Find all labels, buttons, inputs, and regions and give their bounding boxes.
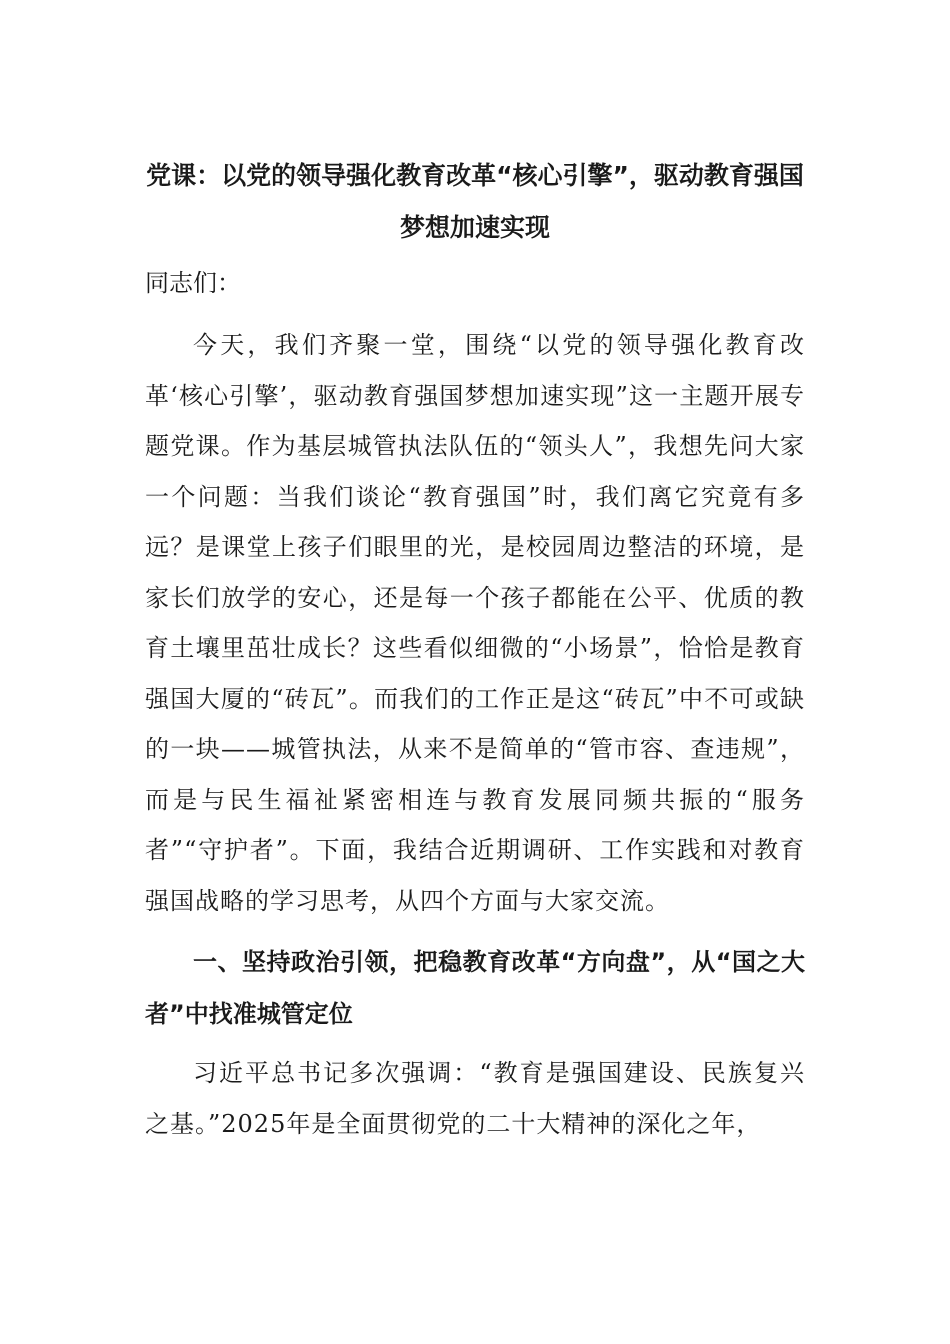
document-title: 党课：以党的领导强化教育改革“核心引擎”，驱动教育强国梦想加速实现 [146,161,804,242]
section-1-paragraph: 习近平总书记多次强调：“教育是强国建设、民族复兴之基。”2025年是全面贯彻党的二十大精神的深化之年， [145,1059,805,1138]
intro-paragraph: 今天，我们齐聚一堂，围绕“以党的领导强化教育改革‘核心引擎’，驱动教育强国梦想加速实现”这一主题开展专题党课。作为基层城管执法队伍的“领头人”，我想先问大家一个问题：当我们谈论“教育强国”时，我们离它究竟有多远？是课堂上孩子们眼里的光，是校园周边整洁的环境，是家长们放学的安心，还是每一个孩子都能在公平、优质的教育土壤里茁壮成长？这些看似细微的“小场景”，恰恰是教育强国大厦的“砖瓦”。而我们的工作正是这“砖瓦”中不可或缺的一块——城管执法，从来不是简单的“管市容、查违规”，而是与民生福祉紧密相连与教育发展同频共振的“服务者”“守护者”。下面，我结合近期调研、工作实践和对教育强国战略的学习思考，从四个方面与大家交流。 [145,331,805,915]
section-heading-1: 一、坚持政治引领，把稳教育改革“方向盘”，从“国之大者”中找准城管定位 [145,948,805,1028]
salutation: 同志们： [145,269,241,297]
